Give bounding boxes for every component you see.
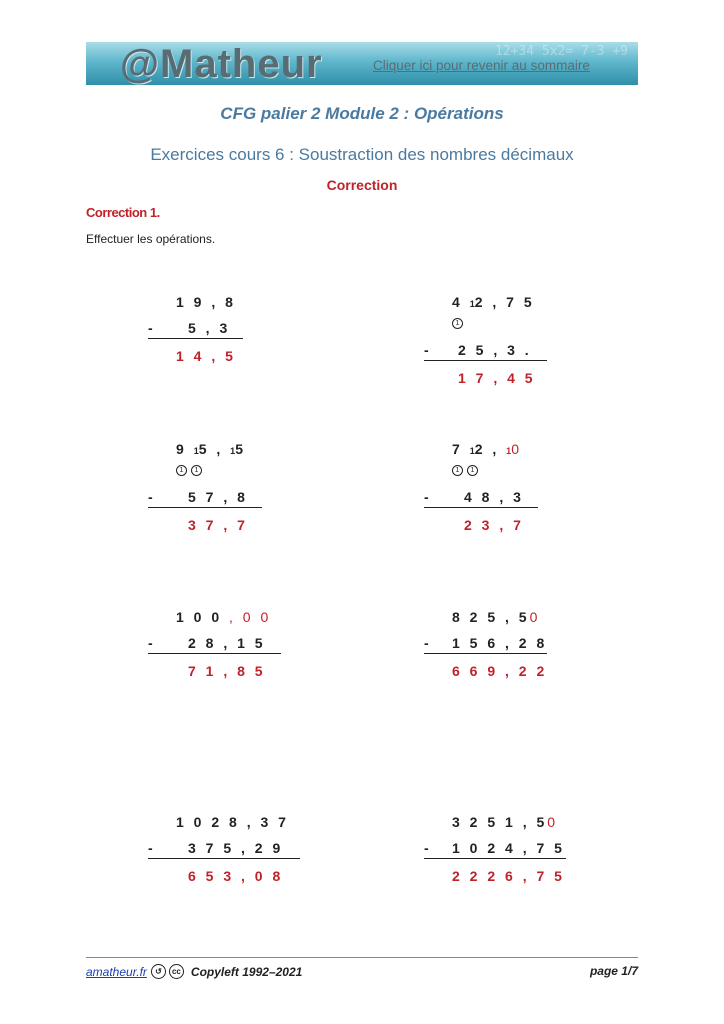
minus-sign: -	[424, 840, 432, 856]
correction-heading: Correction	[326, 177, 398, 193]
carry-marks	[452, 316, 467, 329]
subtraction-rule	[424, 858, 566, 859]
minuend: 4 12 , 7 5	[452, 294, 535, 310]
carry-circle-icon: 1	[452, 465, 463, 476]
minus-sign: -	[148, 840, 156, 856]
subtrahend: - 5 , 3	[148, 320, 231, 336]
subtrahend: - 5 7 , 8	[148, 489, 248, 505]
subtraction-rule	[148, 653, 281, 654]
footer-left	[86, 964, 302, 979]
document-title: CFG palier 2 Module 2 : Opérations	[220, 104, 504, 123]
result: 7 1 , 8 5	[188, 663, 266, 679]
result: 6 5 3 , 0 8	[188, 868, 284, 884]
subtrahend: - 2 8 , 1 5	[148, 635, 266, 651]
result: 1 4 , 5	[176, 348, 236, 364]
instruction-text: Effectuer les opérations.	[86, 232, 216, 246]
header-banner	[86, 42, 638, 85]
carry-circle-icon: 1	[452, 318, 463, 329]
subtraction-rule	[148, 507, 262, 508]
banner-decoration: 12+34 5x2= 7-3 +9	[494, 44, 628, 59]
minus-sign: -	[424, 342, 432, 358]
page-number: page 1/7	[589, 964, 638, 978]
minus-sign: -	[148, 320, 156, 336]
copyleft-text: Copyleft 1992–2021	[190, 964, 303, 979]
carry-circle-icon: 1	[191, 465, 202, 476]
minuend: 3 2 5 1 , 50	[452, 814, 559, 830]
site-logo: @Matheur	[120, 42, 323, 85]
result: 1 7 , 4 5	[458, 370, 536, 386]
creative-commons-icon: cc	[169, 964, 184, 979]
minuend: 8 2 5 , 50	[452, 609, 541, 625]
minus-sign: -	[148, 635, 156, 651]
minuend: 1 9 , 8	[176, 294, 236, 310]
result: 2 2 2 6 , 7 5	[452, 868, 565, 884]
minuend: 1 0 0 , 0 0	[176, 609, 272, 625]
result: 6 6 9 , 2 2	[452, 663, 548, 679]
carry-marks	[452, 463, 482, 476]
document-subtitle: Exercices cours 6 : Soustraction des nombres décimaux	[150, 145, 574, 164]
site-link[interactable]: amatheur.fr	[86, 964, 147, 979]
copyleft-icon: ↺	[151, 964, 166, 979]
carry-marks	[176, 463, 206, 476]
minus-sign: -	[424, 489, 432, 505]
carry-circle-icon: 1	[467, 465, 478, 476]
summary-link[interactable]: Cliquer ici pour revenir au sommaire	[373, 58, 590, 73]
subtraction-rule	[424, 507, 538, 508]
subtraction-rule	[424, 360, 547, 361]
minuend: 9 15 , 15	[176, 441, 246, 457]
footer-divider	[86, 957, 638, 958]
subtrahend: - 1 0 2 4 , 7 5	[424, 840, 565, 856]
minus-sign: -	[148, 489, 156, 505]
subtrahend: - 2 5 , 3 .	[424, 342, 532, 358]
subtraction-rule	[148, 338, 243, 339]
section-heading: Correction 1.	[86, 205, 160, 220]
subtrahend: - 1 5 6 , 2 8	[424, 635, 548, 651]
subtrahend: - 4 8 , 3	[424, 489, 524, 505]
minus-sign: -	[424, 635, 432, 651]
minuend: 7 12 , 10	[452, 441, 522, 457]
result: 2 3 , 7	[464, 517, 524, 533]
subtrahend: - 3 7 5 , 2 9	[148, 840, 284, 856]
carry-circle-icon: 1	[176, 465, 187, 476]
subtraction-rule	[424, 653, 547, 654]
minuend: 1 0 2 8 , 3 7	[176, 814, 289, 830]
result: 3 7 , 7	[188, 517, 248, 533]
subtraction-rule	[148, 858, 300, 859]
